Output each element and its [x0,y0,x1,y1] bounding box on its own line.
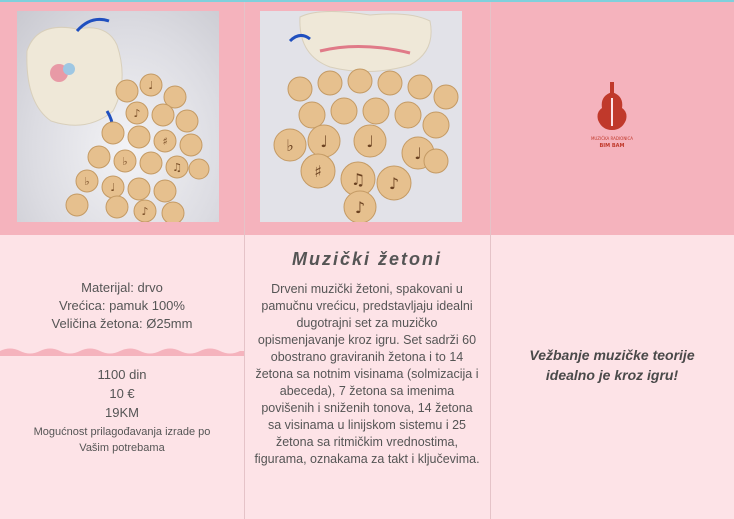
svg-text:♭: ♭ [286,136,294,155]
svg-text:♭: ♭ [84,175,90,188]
svg-text:♩: ♩ [320,132,328,151]
svg-text:♯: ♯ [162,135,168,148]
spec-material: Materijal: drvo [81,280,163,295]
svg-text:♩: ♩ [414,144,422,163]
slogan-text: Vežbanje muzičke teorije idealno je kroz igru! [529,347,695,383]
price-din: 1100 din [97,367,147,382]
svg-text:♯: ♯ [314,162,322,181]
custom-note: Mogućnost prilagođavanja izrade po Vašim potrebama [33,426,211,454]
svg-text:♩: ♩ [366,132,374,151]
price-block [0,365,244,422]
product-card-grid [0,2,734,519]
column-divider-2 [490,2,491,519]
photo-cell-2 [244,2,490,235]
slogan-cell [490,235,734,519]
spec-size: Veličina žetona: Ø25mm [51,316,193,331]
svg-text:♩: ♩ [148,79,154,92]
svg-text:♪: ♪ [141,205,149,218]
column-divider-1 [244,2,245,519]
wave-divider [0,346,244,356]
product-description: Drveni muzički žetoni, spakovani u pamučnu vrećicu, predstavljaju idealni dugotrajni set za muzičko opismenjavanje kroz igru. Set sadrži 60 obostrano graviranih žetona i to 14 žetona sa notnim visinama (solmizacija i abeceda), 7 žetona sa imenima povišenih i sniženih tonova, 14 žetona sa visinama u linijskom sistemu i 25 žetona sa ritmičkim vrednostima, figurama, oznakama za takt i ključevima. [254,282,480,466]
specs-cell [0,235,244,519]
price-km: 19KM [105,405,139,420]
svg-text:♫: ♫ [350,170,366,189]
svg-text:♩: ♩ [110,181,116,194]
logo-line-1: MUZIČKA RADIONICA [590,136,634,141]
svg-text:♫: ♫ [172,161,182,174]
tokens-photo-1 [17,11,219,222]
bim-bam-logo [590,80,634,152]
product-title: Muzički žetoni [291,249,442,269]
specs-block [0,279,244,333]
spec-bag: Vrećica: pamuk 100% [59,298,185,313]
description-cell [244,235,490,519]
logo-line-2: BIM BAM [599,143,625,149]
tokens-photo-2 [260,11,462,222]
svg-text:♪: ♪ [354,198,366,217]
svg-text:♪: ♪ [388,174,400,193]
svg-text:♭: ♭ [122,155,128,168]
photo-cell-1 [0,2,244,235]
logo-cell [490,2,734,235]
price-eur: 10 € [109,386,135,401]
svg-text:♪: ♪ [133,107,141,120]
